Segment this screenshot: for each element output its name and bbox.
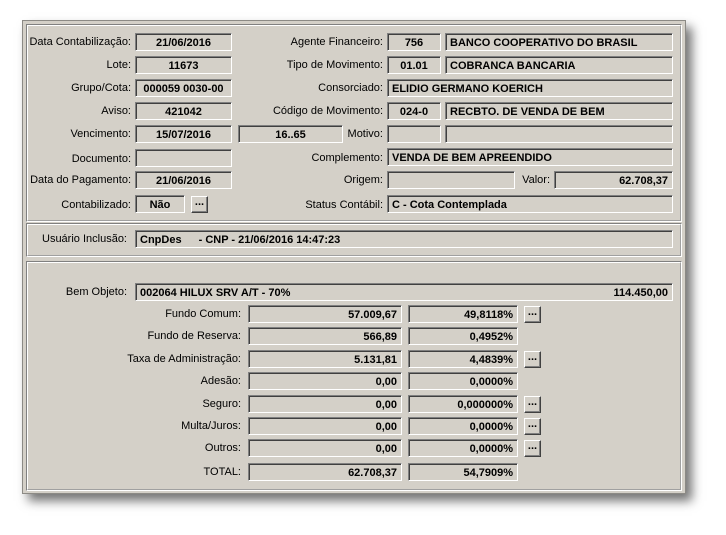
row-label: Taxa de Administração: bbox=[127, 353, 241, 365]
vencimento-field[interactable]: 15/07/2016 bbox=[135, 125, 232, 143]
data-contabilizacao-field[interactable]: 21/06/2016 bbox=[135, 33, 232, 51]
accounting-entry-window bbox=[22, 20, 686, 494]
total-label: TOTAL: bbox=[203, 466, 241, 478]
total-value-field[interactable]: 62.708,37 bbox=[248, 463, 402, 481]
row-pct-field[interactable]: 0,0000% bbox=[408, 372, 518, 390]
entry-details-panel bbox=[26, 24, 682, 222]
aviso-label: Aviso: bbox=[101, 105, 131, 117]
bem-objeto-desc: 002064 HILUX SRV A/T - 70% bbox=[140, 287, 291, 299]
grupo-cota-field[interactable]: 000059 0030-00 bbox=[135, 79, 232, 97]
data-contabilizacao-label: Data Contabilização: bbox=[29, 36, 131, 48]
row-label: Fundo de Reserva: bbox=[147, 330, 241, 342]
lote-label: Lote: bbox=[106, 59, 131, 71]
contabilizado-field[interactable]: Não bbox=[135, 195, 185, 213]
row-pct-field[interactable]: 0,4952% bbox=[408, 327, 518, 345]
codigo-movimento-label: Código de Movimento: bbox=[272, 105, 383, 117]
row-pct-field[interactable]: 0,0000% bbox=[408, 417, 518, 435]
valor-field[interactable]: 62.708,37 bbox=[554, 171, 673, 189]
row-pct-field[interactable]: 4,4839% bbox=[408, 350, 518, 368]
row-detail-button[interactable]: ... bbox=[524, 418, 541, 435]
codigo-movimento-code-field[interactable]: 024-0 bbox=[387, 102, 441, 120]
motivo-code-field[interactable] bbox=[387, 125, 441, 143]
tipo-movimento-code-field[interactable]: 01.01 bbox=[387, 56, 441, 74]
bem-objeto-value: 114.450,00 bbox=[613, 287, 668, 299]
row-value-field[interactable]: 0,00 bbox=[248, 395, 402, 413]
agente-financeiro-label: Agente Financeiro: bbox=[290, 36, 383, 48]
bem-objeto-label: Bem Objeto: bbox=[65, 286, 127, 298]
grupo-cota-label: Grupo/Cota: bbox=[71, 82, 131, 94]
row-label: Fundo Comum: bbox=[165, 308, 241, 320]
row-label: Multa/Juros: bbox=[181, 420, 241, 432]
documento-field[interactable] bbox=[135, 149, 232, 167]
row-pct-field[interactable]: 0,0000% bbox=[408, 439, 518, 457]
documento-label: Documento: bbox=[71, 153, 131, 165]
row-value-field[interactable]: 566,89 bbox=[248, 327, 402, 345]
valor-label: Valor: bbox=[522, 174, 550, 186]
vencimento-label: Vencimento: bbox=[70, 128, 131, 140]
usuario-inclusao-label: Usuário Inclusão: bbox=[42, 233, 127, 245]
origem-field[interactable] bbox=[387, 171, 515, 189]
row-label: Adesão: bbox=[200, 375, 241, 387]
row-value-field[interactable]: 57.009,67 bbox=[248, 305, 402, 323]
row-label: Outros: bbox=[204, 442, 241, 454]
aviso-field[interactable]: 421042 bbox=[135, 102, 232, 120]
contabilizado-lookup-button[interactable]: ... bbox=[191, 196, 208, 213]
row-detail-button[interactable]: ... bbox=[524, 440, 541, 457]
lote-field[interactable]: 11673 bbox=[135, 56, 232, 74]
codigo-movimento-name-field[interactable]: RECBTO. DE VENDA DE BEM bbox=[445, 102, 673, 120]
tipo-movimento-name-field[interactable]: COBRANCA BANCARIA bbox=[445, 56, 673, 74]
row-value-field[interactable]: 0,00 bbox=[248, 372, 402, 390]
row-label: Seguro: bbox=[202, 398, 241, 410]
agente-financeiro-code-field[interactable]: 756 bbox=[387, 33, 441, 51]
status-contabil-label: Status Contábil: bbox=[305, 199, 383, 211]
usuario-name: CnpDes bbox=[140, 234, 182, 246]
row-pct-field[interactable]: 0,000000% bbox=[408, 395, 518, 413]
bem-objeto-field[interactable] bbox=[135, 283, 673, 301]
vencimento-extra-field[interactable]: 16..65 bbox=[238, 125, 343, 143]
consorciado-field[interactable]: ELIDIO GERMANO KOERICH bbox=[387, 79, 673, 97]
row-value-field[interactable]: 0,00 bbox=[248, 439, 402, 457]
consorciado-label: Consorciado: bbox=[318, 82, 383, 94]
data-pagamento-field[interactable]: 21/06/2016 bbox=[135, 171, 232, 189]
agente-financeiro-name-field[interactable]: BANCO COOPERATIVO DO BRASIL bbox=[445, 33, 673, 51]
usuario-info: - CNP - 21/06/2016 14:47:23 bbox=[198, 234, 341, 246]
row-value-field[interactable]: 0,00 bbox=[248, 417, 402, 435]
row-value-field[interactable]: 5.131,81 bbox=[248, 350, 402, 368]
row-detail-button[interactable]: ... bbox=[524, 351, 541, 368]
status-contabil-field[interactable]: C - Cota Contemplada bbox=[387, 195, 673, 213]
row-detail-button[interactable]: ... bbox=[524, 396, 541, 413]
row-detail-button[interactable]: ... bbox=[524, 306, 541, 323]
total-pct-field[interactable]: 54,7909% bbox=[408, 463, 518, 481]
origem-label: Origem: bbox=[343, 174, 383, 186]
complemento-label: Complemento: bbox=[311, 152, 383, 164]
row-pct-field[interactable]: 49,8118% bbox=[408, 305, 518, 323]
complemento-field[interactable]: VENDA DE BEM APREENDIDO bbox=[387, 148, 673, 166]
data-pagamento-label: Data do Pagamento: bbox=[30, 174, 131, 186]
motivo-label: Motivo: bbox=[347, 128, 383, 140]
motivo-name-field[interactable] bbox=[445, 125, 673, 143]
usuario-inclusao-field[interactable] bbox=[135, 230, 673, 248]
contabilizado-label: Contabilizado: bbox=[61, 199, 131, 211]
tipo-movimento-label: Tipo de Movimento: bbox=[286, 59, 383, 71]
